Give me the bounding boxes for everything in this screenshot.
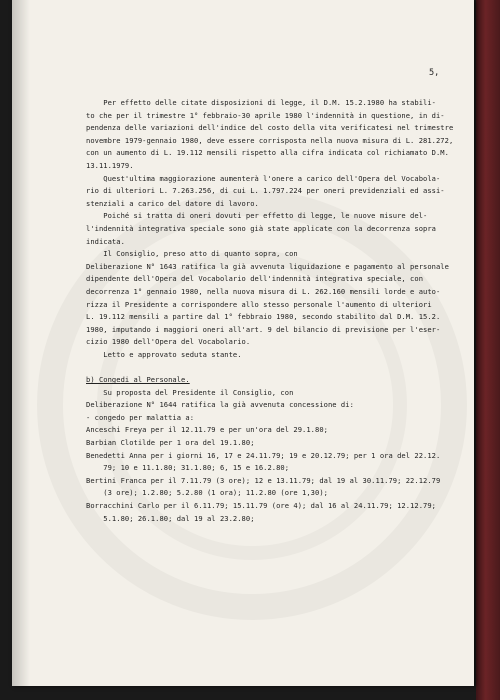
document-page (12, 0, 474, 686)
paragraph-onere (86, 173, 456, 211)
text-line: decorrenza 1° gennaio 1980, nella nuova misura di L. 262.160 mensili lorde e auto- (86, 286, 441, 296)
paragraph-oneri-dovuti (86, 210, 456, 248)
heading-congedi: b) Congedi al Personale. (86, 375, 190, 385)
list-item: Barbian Clotilde per 1 ora del 19.1.80; (86, 438, 255, 448)
text-line: Poiché si tratta di oneri dovuti per effetto di legge, le nuove misure del- (86, 211, 428, 221)
paragraph-deliberazione-1644 (86, 387, 456, 526)
binding-spine (476, 0, 500, 700)
list-item-continuation: 79; 10 e 11.1.80; 31.1.80; 6, 15 e 16.2.80; (86, 463, 290, 473)
list-item-continuation: (3 ore); 1.2.80; 5.2.80 (1 ora); 11.2.80 (ore 1,30); (86, 488, 328, 498)
paragraph-dm-decree (86, 97, 456, 173)
paragraph-approvato (86, 349, 456, 362)
list-item: Benedetti Anna per i giorni 16, 17 e 24.11.79; 19 e 20.12.79; per 1 ora del 22.12. (86, 450, 441, 460)
text-line: Deliberazione N° 1644 ratifica la già avvenuta concessione di: (86, 400, 354, 410)
document-body (86, 97, 456, 525)
text-line: to che per il trimestre 1° febbraio-30 aprile 1980 l'indennità in questione, in di- (86, 110, 445, 120)
list-item: Anceschi Freya per il 12.11.79 e per un'ora del 29.1.80; (86, 425, 328, 435)
text-line: stenziali a carico del datore di lavoro. (86, 198, 259, 208)
section-heading (86, 374, 456, 387)
text-line: l'indennità integrativa speciale sono già state applicate con la decorrenza sopra (86, 223, 436, 233)
text-line: Su proposta del Presidente il Consiglio, con (86, 387, 294, 397)
page-gutter-shadow (12, 0, 30, 686)
list-heading: - congedo per malattia a: (86, 412, 195, 422)
text-line: 13.11.1979. (86, 160, 134, 170)
text-line: Quest'ultima maggiorazione aumenterà l'onere a carico dell'Opera del Vocabola- (86, 173, 441, 183)
text-line: cizio 1980 dell'Opera del Vocabolario. (86, 337, 251, 347)
text-line: con un aumento di L. 19.112 mensili rispetto alla cifra indicata col richiamato D.M. (86, 148, 449, 158)
text-line: rizza il Presidente a corrispondere allo stesso personale l'aumento di ulteriori (86, 299, 432, 309)
text-line: Letto e approvato seduta stante. (86, 349, 242, 359)
text-line: L. 19.112 mensili a partire dal 1° febbraio 1980, secondo stabilito dal D.M. 15.2. (86, 312, 441, 322)
list-item: Borracchini Carlo per il 6.11.79; 15.11.79 (ore 4); dal 16 al 24.11.79; 12.12.79; (86, 501, 436, 510)
list-item-continuation: 5.1.80; 26.1.80; dal 19 al 23.2.80; (86, 513, 255, 523)
list-item: Bertini Franca per il 7.11.79 (3 ore); 12 e 13.11.79; dal 19 al 30.11.79; 22.12.79 (86, 475, 441, 485)
text-line: novembre 1979-gennaio 1980, deve essere corrisposta nella nuova misura di L. 281.272, (86, 135, 454, 145)
text-line: 1980, imputando i maggiori oneri all'art. 9 del bilancio di previsione per l'eser- (86, 324, 441, 334)
page-number: 5, (429, 68, 440, 78)
text-line: Per effetto delle citate disposizioni di legge, il D.M. 15.2.1980 ha stabili- (86, 98, 436, 107)
text-line: pendenza delle variazioni dell'indice del costo della vita verificatesi nel trimestre (86, 123, 454, 133)
text-line: dipendente dell'Opera del Vocabolario dell'indennità integrativa speciale, con (86, 274, 424, 284)
text-line: indicata. (86, 236, 125, 246)
text-line: Il Consiglio, preso atto di quanto sopra, con (86, 249, 298, 259)
text-line: rio di ulteriori L. 7.263.256, di cui L. 1.797.224 per oneri previdenziali ed assi- (86, 186, 445, 196)
paragraph-deliberazione-1643 (86, 248, 456, 349)
text-line: Deliberazione N° 1643 ratifica la già avvenuta liquidazione e pagamento al personale (86, 261, 449, 271)
blank-line (86, 361, 456, 374)
